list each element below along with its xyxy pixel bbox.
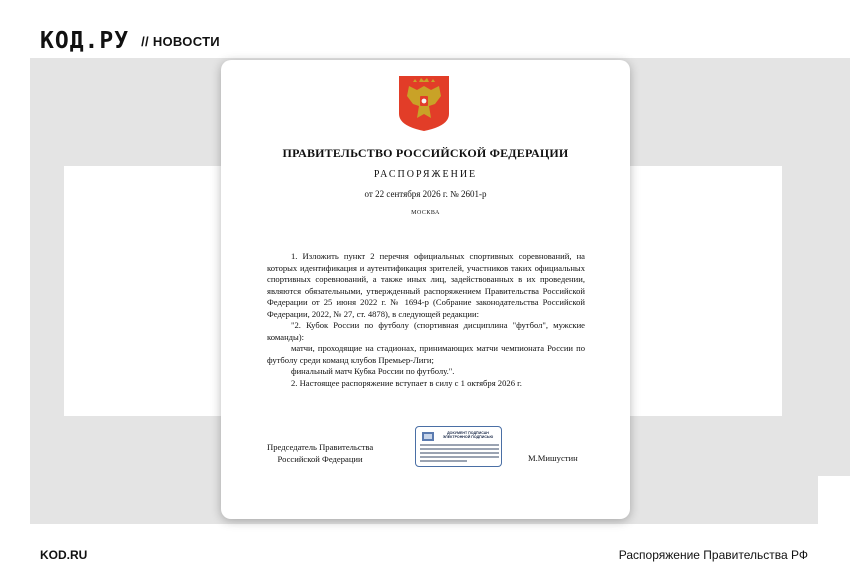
background-panel bbox=[64, 166, 224, 416]
government-order-document bbox=[221, 60, 630, 519]
stamp-title bbox=[437, 431, 499, 439]
stamp-detail-line bbox=[420, 444, 499, 446]
signatory-position-line: Председатель Правительства bbox=[267, 442, 374, 452]
stamp-detail-line bbox=[420, 448, 499, 450]
background-panel bbox=[782, 166, 850, 416]
stamp-detail-line bbox=[420, 456, 499, 458]
footer-caption: Распоряжение Правительства РФ bbox=[618, 548, 808, 562]
order-paragraph: 2. Настоящее распоряжение вступает в силу с 1 октября 2026 г. bbox=[291, 377, 522, 388]
background-panel bbox=[818, 416, 850, 476]
russian-emblem-icon bbox=[397, 74, 451, 132]
site-logo[interactable]: КОД.РУ bbox=[40, 28, 130, 54]
stamp-details bbox=[420, 444, 499, 464]
stamp-title-line: ДОКУМЕНТ ПОДПИСАН bbox=[447, 431, 489, 435]
emblem-small-icon bbox=[422, 432, 434, 441]
order-paragraph: 1. Изложить пункт 2 перечня официальных спортивных соревнований, на которых идентификация и аутентификация зрителей, участников таких официальных спортивных соревнований, а также иных лиц, задействованных в их проведении, являются обязательными, утвержденный распоряжением Правительства Российской Федерации от 25 июня 2022 г. № 1694-р (Собрание законодательства Российской Федерации, 2022, № 27, ст. 4878), в следующей редакции: bbox=[267, 251, 585, 319]
electronic-signature-stamp bbox=[415, 426, 502, 467]
city: МОСКВА bbox=[411, 210, 440, 216]
signatory-name: М.Мишустин bbox=[528, 453, 578, 463]
background-panel bbox=[626, 166, 782, 416]
stamp-title-line: ЭЛЕКТРОННОЙ ПОДПИСЬЮ bbox=[442, 435, 494, 440]
order-paragraph: "2. Кубок России по футболу (спортивная дисциплина "футбол", мужские команды): bbox=[267, 320, 585, 342]
order-paragraph: матчи, проходящие на стадионах, принимающих матчи чемпионата России по футболу среди команд клубов Премьер-Лиги; bbox=[267, 343, 585, 365]
order-type: РАСПОРЯЖЕНИЕ bbox=[373, 169, 478, 180]
stamp-detail-line bbox=[420, 452, 499, 454]
signatory-position bbox=[267, 442, 373, 465]
section-label[interactable]: // НОВОСТИ bbox=[141, 33, 220, 49]
order-date: от 22 сентября 2026 г. № 2601-р bbox=[364, 189, 487, 199]
order-paragraph: финальный матч Кубка России по футболу.". bbox=[291, 366, 455, 376]
government-title: ПРАВИТЕЛЬСТВО РОССИЙСКОЙ ФЕДЕРАЦИИ bbox=[282, 146, 569, 160]
background-panel bbox=[30, 166, 64, 416]
site-header bbox=[40, 28, 220, 54]
signatory-position-line: Российской Федерации bbox=[277, 453, 363, 464]
footer-site[interactable]: KOD.RU bbox=[40, 548, 88, 562]
stamp-detail-line bbox=[420, 460, 467, 462]
order-body bbox=[267, 251, 585, 389]
